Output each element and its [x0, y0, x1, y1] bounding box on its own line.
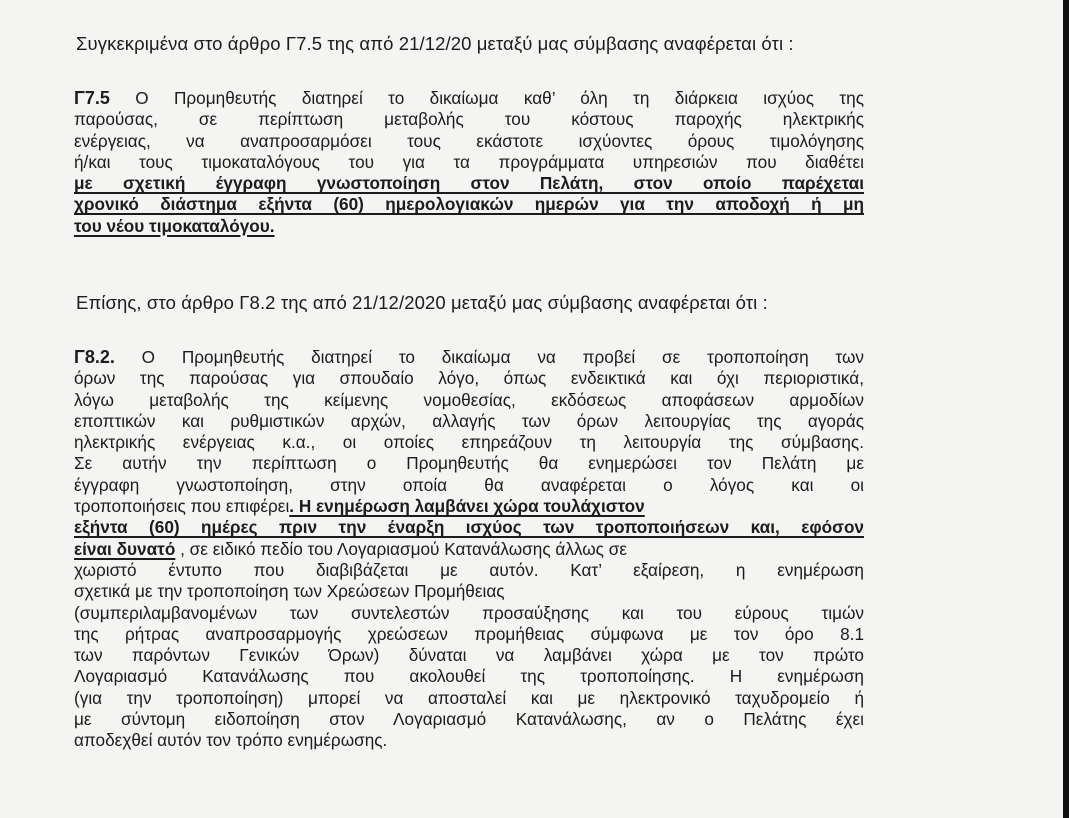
clause-line: της ρήτρας αναπροσαρμογής χρεώσεων προμήθειας σύμφωνα με τον όρο 8.1 — [74, 623, 864, 644]
clause-line: όρων της παρούσας για σπουδαίο λόγο, όπως ενδεικτικά και όχι περιοριστικά, — [74, 368, 864, 389]
clause-line: έγγραφη γνωστοποίηση, στην οποία θα αναφέρεται ο λόγος και οι — [74, 474, 864, 495]
clause-line: Σε αυτήν την περίπτωση ο Προμηθευτής θα ενημερώσει τον Πελάτη με — [74, 453, 864, 474]
clause-emphasis-line: εξήντα (60) ημέρες πριν την έναρξη ισχύος των τροποποιήσεων και, εφόσον — [74, 517, 864, 538]
clause-emphasis: . Η ενημέρωση λαμβάνει χώρα τουλάχιστον — [289, 496, 645, 517]
clause-emphasis-line: με σχετική έγγραφη γνωστοποίηση στον Πελάτη, στον οποίο παρέχεται — [74, 173, 864, 194]
clause-line: τροποποιήσεις που επιφέρει. Η ενημέρωση λαμβάνει χώρα τουλάχιστον — [74, 496, 645, 517]
clause-g8-2 — [74, 347, 864, 752]
clause-line: ηλεκτρικής ενέργειας κ.α., οι οποίες επηρεάζουν τη λειτουργία της σύμβασης. — [74, 432, 864, 453]
intro-paragraph-1: Συγκεκριμένα στο άρθρο Γ7.5 της από 21/12/20 μεταξύ μας σύμβασης αναφέρεται ότι : — [76, 33, 794, 54]
clause-line: λόγω μεταβολής της κείμενης νομοθεσίας, εκδόσεως αποφάσεων αρμοδίων — [74, 389, 864, 410]
scan-edge — [1063, 0, 1069, 818]
clause-line: εποπτικών και ρυθμιστικών αρχών, αλλαγής των όρων λειτουργίας της αγοράς — [74, 410, 864, 431]
clause-line: Λογαριασμό Κατανάλωσης που ακολουθεί της τροποποίησης. Η ενημέρωση — [74, 666, 864, 687]
intro-paragraph-2: Επίσης, στο άρθρο Γ8.2 της από 21/12/2020 μεταξύ μας σύμβασης αναφέρεται ότι : — [76, 292, 768, 313]
clause-emphasis-line: του νέου τιμοκαταλόγου. — [74, 215, 275, 236]
clause-line: είναι δυνατό , σε ειδικό πεδίο του Λογαριασμού Κατανάλωσης άλλως σε — [74, 538, 628, 559]
clause-line: (συμπεριλαμβανομένων των συντελεστών προσαύξησης και του εύρους τιμών — [74, 602, 864, 623]
clause-emphasis-line: χρονικό διάστημα εξήντα (60) ημερολογιακών ημερών για την αποδοχή ή μη — [74, 194, 864, 215]
clause-line: (για την τροποποίηση) μπορεί να αποσταλεί και με ηλεκτρονικό ταχυδρομείο ή — [74, 687, 864, 708]
clause-line: χωριστό έντυπο που διαβιβάζεται με αυτόν. Κατ’ εξαίρεση, η ενημέρωση — [74, 559, 864, 580]
clause-line: ή/και τους τιμοκαταλόγους του για τα προγράμματα υπηρεσιών που διαθέτει — [74, 151, 864, 172]
clause-line: αποδεχθεί αυτόν τον τρόπο ενημέρωσης. — [74, 730, 388, 751]
clause-line: σχετικά με την τροποποίηση των Χρεώσεων Προμήθειας — [74, 581, 505, 602]
clause-line: των παρόντων Γενικών Όρων) δύναται να λαμβάνει χώρα με τον πρώτο — [74, 645, 864, 666]
clause-line: με σύντομη ειδοποίηση στον Λογαριασμό Κατανάλωσης, αν ο Πελάτης έχει — [74, 709, 864, 730]
clause-number: Γ8.2. — [74, 347, 115, 367]
clause-line: Γ7.5 Ο Προμηθευτής διατηρεί το δικαίωμα καθ’ όλη τη διάρκεια ισχύος της — [74, 88, 864, 108]
clause-line: ενέργειας, να αναπροσαρμόσει τους εκάστοτε ισχύοντες όρους τιμολόγησης — [74, 130, 864, 151]
clause-g7-5 — [74, 88, 864, 237]
clause-emphasis: είναι δυνατό — [74, 538, 176, 559]
clause-line: Γ8.2. Ο Προμηθευτής διατηρεί το δικαίωμα να προβεί σε τροποποίηση των — [74, 347, 864, 367]
clause-number: Γ7.5 — [74, 88, 110, 108]
clause-line: παρούσας, σε περίπτωση μεταβολής του κόστους παροχής ηλεκτρικής — [74, 109, 864, 130]
